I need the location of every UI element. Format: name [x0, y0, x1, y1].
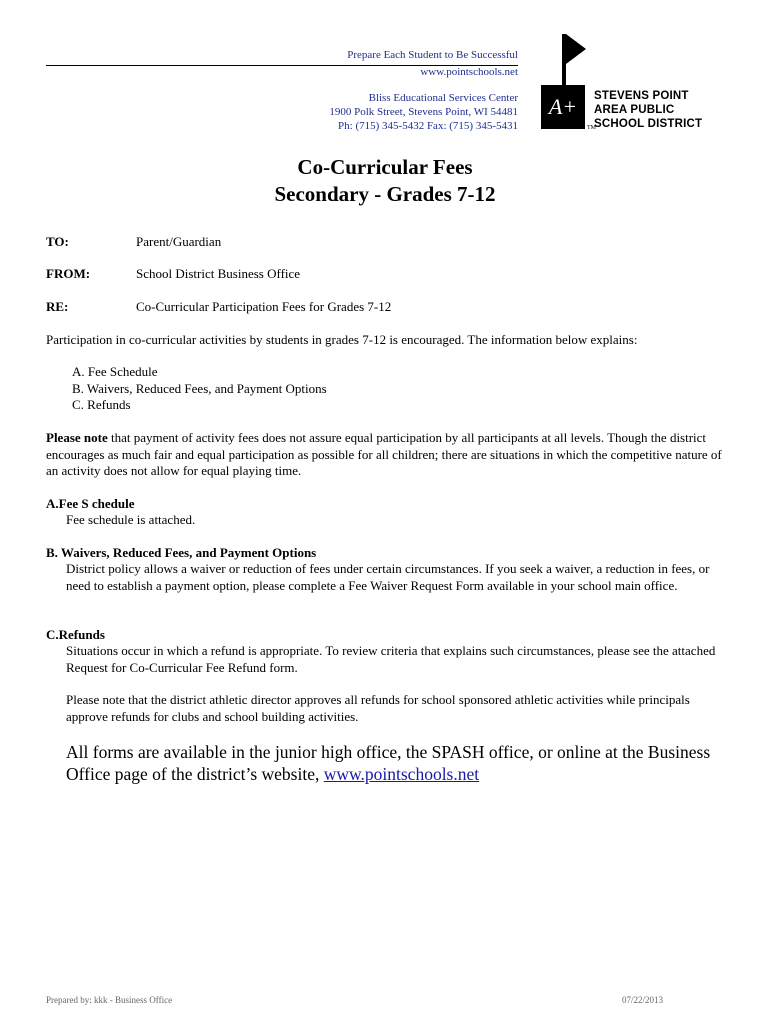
website-link[interactable]: www.pointschools.net — [323, 764, 480, 784]
header-center-name: Bliss Educational Services Center — [368, 92, 518, 104]
flag-icon — [566, 34, 586, 64]
logo-line-3: SCHOOL DISTRICT — [594, 118, 703, 130]
section-c-body-2: Please note that the district athletic director approves all refunds for school sponsored athletic activities while principals approve refunds for clubs and school building activities. — [66, 692, 690, 724]
to-label: TO: — [46, 234, 69, 249]
section-a-body: Fee schedule is attached. — [66, 512, 196, 527]
logo-trademark: TM — [587, 125, 596, 131]
note-bold: Please note — [46, 430, 108, 445]
section-c-body-1: Situations occur in which a refund is appropriate. To review criteria that explains such circumstances, please see the attached Request for Co-Curricular Fee Refund form. — [66, 643, 716, 675]
list-item: C. Refunds — [72, 397, 131, 412]
list-item: B. Waivers, Reduced Fees, and Payment Options — [72, 380, 327, 396]
header-motto: Prepare Each Student to Be Successful — [347, 49, 518, 61]
document-subtitle: Secondary - Grades 7-12 — [274, 182, 496, 206]
re-value: Co-Curricular Participation Fees for Grades 7-12 — [136, 299, 392, 314]
section-b-heading: B. Waivers, Reduced Fees, and Payment Options — [46, 545, 317, 560]
from-value: School District Business Office — [136, 266, 301, 281]
section-b-body: District policy allows a waiver or reduction of fees under certain circumstances. If you seek a waiver, a reduction in fees, or need to establish a payment option, please complete a Fee Waiver Request Form available in your school main office. — [66, 561, 710, 593]
header-phone: Ph: (715) 345-5432 Fax: (715) 345-5431 — [338, 120, 518, 132]
footer-date: 07/22/2013 — [621, 995, 663, 1005]
from-label: FROM: — [46, 266, 91, 281]
logo-line-2: AREA PUBLIC — [594, 104, 675, 116]
re-label: RE: — [46, 299, 69, 314]
logo-line-1: STEVENS POINT — [594, 90, 689, 102]
note-text: that payment of activity fees does not assure equal participation by all participants at all levels. Though the district encourages as much fair and equal participation as possible for all children; there are situations in which the competitive nature of an activity does not allow for equal playing time. — [46, 430, 722, 478]
header-address: 1900 Polk Street, Stevens Point, WI 54481 — [329, 106, 518, 118]
intro-paragraph: Participation in co-curricular activities by students in grades 7-12 is encouraged. The information below explains: — [46, 332, 638, 347]
closing-text: All forms are available in the junior high office, the SPASH office, or online at the Business Office page of the district’s website, — [66, 742, 711, 784]
list-item: A. Fee Schedule — [72, 364, 158, 379]
logo-mark: A+ — [541, 85, 585, 129]
section-c-heading: C.Refunds — [46, 627, 105, 642]
note-paragraph — [46, 430, 726, 480]
document-title: Co-Curricular Fees — [297, 155, 473, 179]
header-website[interactable]: www.pointschools.net — [420, 66, 518, 78]
toc-list — [72, 364, 327, 414]
footer-prepared-by: Prepared by: kkk - Business Office — [46, 995, 173, 1005]
to-value: Parent/Guardian — [136, 234, 222, 249]
logo-text — [594, 89, 702, 131]
section-a-heading: A.Fee S chedule — [46, 496, 135, 511]
closing-paragraph — [66, 741, 746, 785]
